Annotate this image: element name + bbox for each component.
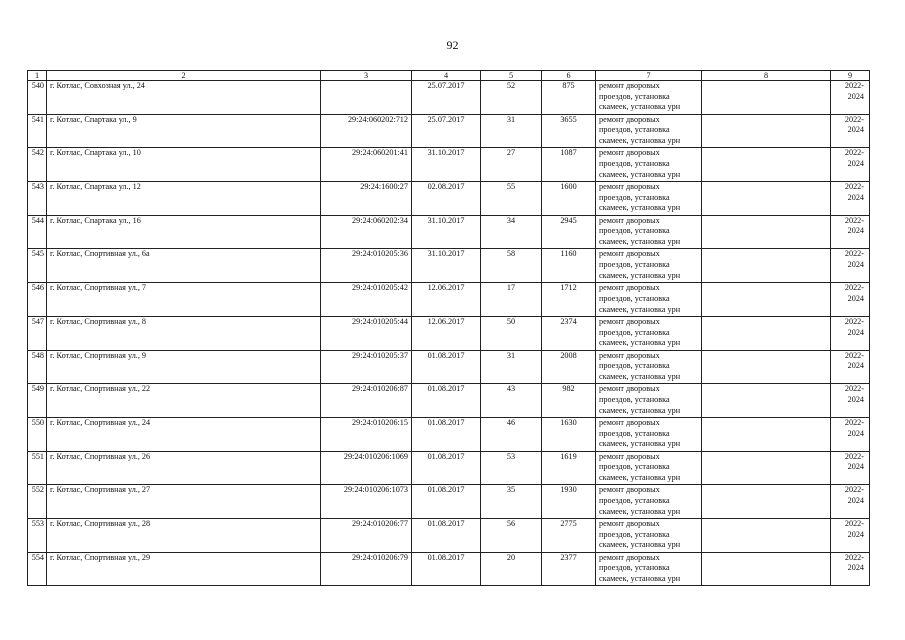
period-line: 2024	[847, 159, 864, 169]
period-line: 2024	[847, 192, 864, 202]
address-cell: г. Котлас, Спортивная ул., 28	[47, 518, 321, 552]
column6-cell: 1160	[542, 249, 596, 283]
column8-cell	[702, 350, 831, 384]
work-type-cell	[596, 114, 702, 148]
work-type-cell	[596, 384, 702, 418]
work-type-line: проездов, установка	[599, 260, 670, 270]
column5-cell: 43	[481, 384, 542, 418]
work-type-line: ремонт дворовых	[599, 552, 660, 562]
column5-cell: 31	[481, 114, 542, 148]
work-type-line: проездов, установка	[599, 125, 670, 135]
work-type-line: проездов, установка	[599, 529, 670, 539]
cadastral-number-cell: 29:24:060201:41	[321, 148, 412, 182]
column5-cell: 35	[481, 485, 542, 519]
period-cell	[831, 451, 870, 485]
column8-cell	[702, 316, 831, 350]
work-type-line: скамеек, установка урн	[599, 304, 681, 314]
column5-cell: 31	[481, 350, 542, 384]
column5-cell: 53	[481, 451, 542, 485]
work-type-cell	[596, 518, 702, 552]
period-line: 2024	[847, 428, 864, 438]
period-line: 2022-	[844, 316, 864, 326]
column8-cell	[702, 451, 831, 485]
row-number-cell: 545	[28, 249, 47, 283]
work-type-cell	[596, 81, 702, 115]
work-type-line: ремонт дворовых	[599, 384, 660, 394]
column6-cell: 1630	[542, 417, 596, 451]
date-cell: 01.08.2017	[412, 552, 481, 586]
date-cell: 25.07.2017	[412, 114, 481, 148]
address-cell: г. Котлас, Спартака ул., 16	[47, 215, 321, 249]
cadastral-number-cell: 29:24:060202:34	[321, 215, 412, 249]
period-line: 2022-	[844, 81, 864, 90]
work-type-line: проездов, установка	[599, 361, 670, 371]
address-cell: г. Котлас, Совхозная ул., 24	[47, 81, 321, 115]
work-type-cell	[596, 215, 702, 249]
column-header: 8	[702, 71, 831, 81]
period-cell	[831, 81, 870, 115]
column8-cell	[702, 81, 831, 115]
work-type-line: проездов, установка	[599, 192, 670, 202]
work-type-line: ремонт дворовых	[599, 417, 660, 427]
row-number-cell: 543	[28, 182, 47, 216]
period-line: 2024	[847, 260, 864, 270]
column-header: 1	[28, 71, 47, 81]
column-header: 9	[831, 71, 870, 81]
period-line: 2024	[847, 327, 864, 337]
address-cell: г. Котлас, Спортивная ул., 7	[47, 283, 321, 317]
period-cell	[831, 417, 870, 451]
page-number: 92	[446, 38, 459, 52]
work-type-line: ремонт дворовых	[599, 81, 660, 90]
cadastral-number-cell: 29:24:010205:42	[321, 283, 412, 317]
column-header: 3	[321, 71, 412, 81]
period-line: 2024	[847, 91, 864, 101]
column-header: 4	[412, 71, 481, 81]
row-number-cell: 544	[28, 215, 47, 249]
date-cell: 01.08.2017	[412, 417, 481, 451]
row-number-cell: 547	[28, 316, 47, 350]
table-row	[28, 417, 870, 451]
column8-cell	[702, 249, 831, 283]
column5-cell: 58	[481, 249, 542, 283]
work-type-line: проездов, установка	[599, 327, 670, 337]
work-type-cell	[596, 283, 702, 317]
work-type-line: скамеек, установка урн	[599, 270, 681, 280]
date-cell: 02.08.2017	[412, 182, 481, 216]
work-type-cell	[596, 350, 702, 384]
period-line: 2022-	[844, 148, 864, 158]
column-header: 2	[47, 71, 321, 81]
column6-cell: 2008	[542, 350, 596, 384]
period-line: 2022-	[844, 518, 864, 528]
date-cell: 31.10.2017	[412, 215, 481, 249]
column6-cell: 982	[542, 384, 596, 418]
table-row	[28, 384, 870, 418]
cadastral-number-cell	[321, 81, 412, 115]
work-type-cell	[596, 552, 702, 586]
period-line: 2022-	[844, 283, 864, 293]
row-number-cell: 550	[28, 417, 47, 451]
cadastral-number-cell: 29:24:010206:15	[321, 417, 412, 451]
period-line: 2022-	[844, 114, 864, 124]
work-type-line: скамеек, установка урн	[599, 506, 681, 516]
column6-cell: 2374	[542, 316, 596, 350]
row-number-cell: 540	[28, 81, 47, 115]
column6-cell: 2945	[542, 215, 596, 249]
improvement-table	[27, 70, 870, 586]
date-cell: 01.08.2017	[412, 350, 481, 384]
column8-cell	[702, 417, 831, 451]
column6-cell: 2377	[542, 552, 596, 586]
column6-cell: 1087	[542, 148, 596, 182]
period-line: 2022-	[844, 182, 864, 192]
row-number-cell: 548	[28, 350, 47, 384]
row-number-cell: 546	[28, 283, 47, 317]
address-cell: г. Котлас, Спортивная ул., 29	[47, 552, 321, 586]
address-cell: г. Котлас, Спартака ул., 9	[47, 114, 321, 148]
work-type-line: скамеек, установка урн	[599, 574, 681, 584]
work-type-cell	[596, 182, 702, 216]
address-cell: г. Котлас, Спортивная ул., 26	[47, 451, 321, 485]
column5-cell: 50	[481, 316, 542, 350]
table-row	[28, 114, 870, 148]
work-type-line: проездов, установка	[599, 495, 670, 505]
column5-cell: 56	[481, 518, 542, 552]
column-header: 5	[481, 71, 542, 81]
period-cell	[831, 384, 870, 418]
column8-cell	[702, 552, 831, 586]
column-header: 6	[542, 71, 596, 81]
table-row	[28, 552, 870, 586]
date-cell: 12.06.2017	[412, 316, 481, 350]
date-cell: 25.07.2017	[412, 81, 481, 115]
period-cell	[831, 485, 870, 519]
row-number-cell: 542	[28, 148, 47, 182]
column5-cell: 46	[481, 417, 542, 451]
table-row	[28, 283, 870, 317]
cadastral-number-cell: 29:24:010206:77	[321, 518, 412, 552]
row-number-cell: 552	[28, 485, 47, 519]
period-line: 2022-	[844, 552, 864, 562]
table-row	[28, 451, 870, 485]
address-cell: г. Котлас, Спартака ул., 10	[47, 148, 321, 182]
period-line: 2024	[847, 226, 864, 236]
work-type-line: ремонт дворовых	[599, 215, 660, 225]
period-cell	[831, 148, 870, 182]
work-type-cell	[596, 417, 702, 451]
work-type-line: скамеек, установка урн	[599, 472, 681, 482]
column8-cell	[702, 114, 831, 148]
work-type-line: скамеек, установка урн	[599, 371, 681, 381]
header-row	[28, 71, 870, 81]
address-cell: г. Котлас, Спортивная ул., 8	[47, 316, 321, 350]
cadastral-number-cell: 29:24:010205:44	[321, 316, 412, 350]
period-cell	[831, 215, 870, 249]
table-row	[28, 316, 870, 350]
work-type-cell	[596, 249, 702, 283]
period-line: 2022-	[844, 451, 864, 461]
column5-cell: 17	[481, 283, 542, 317]
work-type-line: скамеек, установка урн	[599, 169, 681, 179]
column5-cell: 55	[481, 182, 542, 216]
address-cell: г. Котлас, Спортивная ул., 6а	[47, 249, 321, 283]
cadastral-number-cell: 29:24:010205:37	[321, 350, 412, 384]
period-line: 2022-	[844, 417, 864, 427]
period-cell	[831, 316, 870, 350]
column5-cell: 20	[481, 552, 542, 586]
work-type-cell	[596, 148, 702, 182]
date-cell: 01.08.2017	[412, 451, 481, 485]
work-type-line: ремонт дворовых	[599, 485, 660, 495]
row-number-cell: 549	[28, 384, 47, 418]
work-type-line: проездов, установка	[599, 394, 670, 404]
cadastral-number-cell: 29:24:010205:36	[321, 249, 412, 283]
cadastral-number-cell: 29:24:1600:27	[321, 182, 412, 216]
period-line: 2024	[847, 125, 864, 135]
period-line: 2024	[847, 495, 864, 505]
row-number-cell: 551	[28, 451, 47, 485]
cadastral-number-cell: 29:24:010206:87	[321, 384, 412, 418]
row-number-cell: 553	[28, 518, 47, 552]
work-type-line: скамеек, установка урн	[599, 439, 681, 449]
date-cell: 31.10.2017	[412, 148, 481, 182]
period-line: 2024	[847, 394, 864, 404]
work-type-line: проездов, установка	[599, 428, 670, 438]
column6-cell: 1930	[542, 485, 596, 519]
column6-cell: 1600	[542, 182, 596, 216]
table-row	[28, 350, 870, 384]
work-type-line: проездов, установка	[599, 462, 670, 472]
column5-cell: 52	[481, 81, 542, 115]
period-line: 2022-	[844, 215, 864, 225]
work-type-line: ремонт дворовых	[599, 182, 660, 192]
table-row	[28, 485, 870, 519]
date-cell: 01.08.2017	[412, 384, 481, 418]
work-type-cell	[596, 316, 702, 350]
column6-cell: 3655	[542, 114, 596, 148]
work-type-line: ремонт дворовых	[599, 148, 660, 158]
table-row	[28, 518, 870, 552]
period-cell	[831, 249, 870, 283]
period-cell	[831, 552, 870, 586]
table-row	[28, 249, 870, 283]
period-line: 2022-	[844, 384, 864, 394]
column8-cell	[702, 283, 831, 317]
work-type-line: скамеек, установка урн	[599, 136, 681, 146]
work-type-cell	[596, 485, 702, 519]
column8-cell	[702, 182, 831, 216]
work-type-line: проездов, установка	[599, 159, 670, 169]
date-cell: 01.08.2017	[412, 485, 481, 519]
period-cell	[831, 283, 870, 317]
row-number-cell: 541	[28, 114, 47, 148]
work-type-line: проездов, установка	[599, 563, 670, 573]
work-type-line: проездов, установка	[599, 226, 670, 236]
cadastral-number-cell: 29:24:010206:1073	[321, 485, 412, 519]
address-cell: г. Котлас, Спортивная ул., 27	[47, 485, 321, 519]
work-type-line: проездов, установка	[599, 91, 670, 101]
period-cell	[831, 518, 870, 552]
table-row	[28, 215, 870, 249]
work-type-line: скамеек, установка урн	[599, 338, 681, 348]
column8-cell	[702, 384, 831, 418]
column-header: 7	[596, 71, 702, 81]
column6-cell: 1619	[542, 451, 596, 485]
column5-cell: 27	[481, 148, 542, 182]
address-cell: г. Котлас, Спортивная ул., 24	[47, 417, 321, 451]
column6-cell: 2775	[542, 518, 596, 552]
period-cell	[831, 182, 870, 216]
cadastral-number-cell: 29:24:060202:712	[321, 114, 412, 148]
cadastral-number-cell: 29:24:010206:79	[321, 552, 412, 586]
work-type-line: ремонт дворовых	[599, 350, 660, 360]
column6-cell: 1712	[542, 283, 596, 317]
table-row	[28, 81, 870, 115]
period-line: 2024	[847, 361, 864, 371]
period-line: 2022-	[844, 350, 864, 360]
period-line: 2022-	[844, 249, 864, 259]
work-type-line: ремонт дворовых	[599, 451, 660, 461]
column8-cell	[702, 215, 831, 249]
work-type-line: скамеек, установка урн	[599, 405, 681, 415]
work-type-line: скамеек, установка урн	[599, 102, 681, 112]
period-line: 2024	[847, 293, 864, 303]
cadastral-number-cell: 29:24:010206:1069	[321, 451, 412, 485]
work-type-line: ремонт дворовых	[599, 283, 660, 293]
column8-cell	[702, 148, 831, 182]
work-type-line: скамеек, установка урн	[599, 203, 681, 213]
address-cell: г. Котлас, Спортивная ул., 22	[47, 384, 321, 418]
row-number-cell: 554	[28, 552, 47, 586]
period-line: 2024	[847, 563, 864, 573]
period-line: 2024	[847, 529, 864, 539]
work-type-cell	[596, 451, 702, 485]
address-cell: г. Котлас, Спартака ул., 12	[47, 182, 321, 216]
column6-cell: 875	[542, 81, 596, 115]
column8-cell	[702, 485, 831, 519]
table-row	[28, 148, 870, 182]
work-type-line: ремонт дворовых	[599, 316, 660, 326]
period-line: 2024	[847, 462, 864, 472]
table-row	[28, 182, 870, 216]
date-cell: 31.10.2017	[412, 249, 481, 283]
date-cell: 12.06.2017	[412, 283, 481, 317]
column8-cell	[702, 518, 831, 552]
work-type-line: ремонт дворовых	[599, 114, 660, 124]
period-line: 2022-	[844, 485, 864, 495]
work-type-line: ремонт дворовых	[599, 518, 660, 528]
address-cell: г. Котлас, Спортивная ул., 9	[47, 350, 321, 384]
work-type-line: проездов, установка	[599, 293, 670, 303]
date-cell: 01.08.2017	[412, 518, 481, 552]
period-cell	[831, 114, 870, 148]
period-cell	[831, 350, 870, 384]
work-type-line: ремонт дворовых	[599, 249, 660, 259]
work-type-line: скамеек, установка урн	[599, 237, 681, 247]
work-type-line: скамеек, установка урн	[599, 540, 681, 550]
column5-cell: 34	[481, 215, 542, 249]
